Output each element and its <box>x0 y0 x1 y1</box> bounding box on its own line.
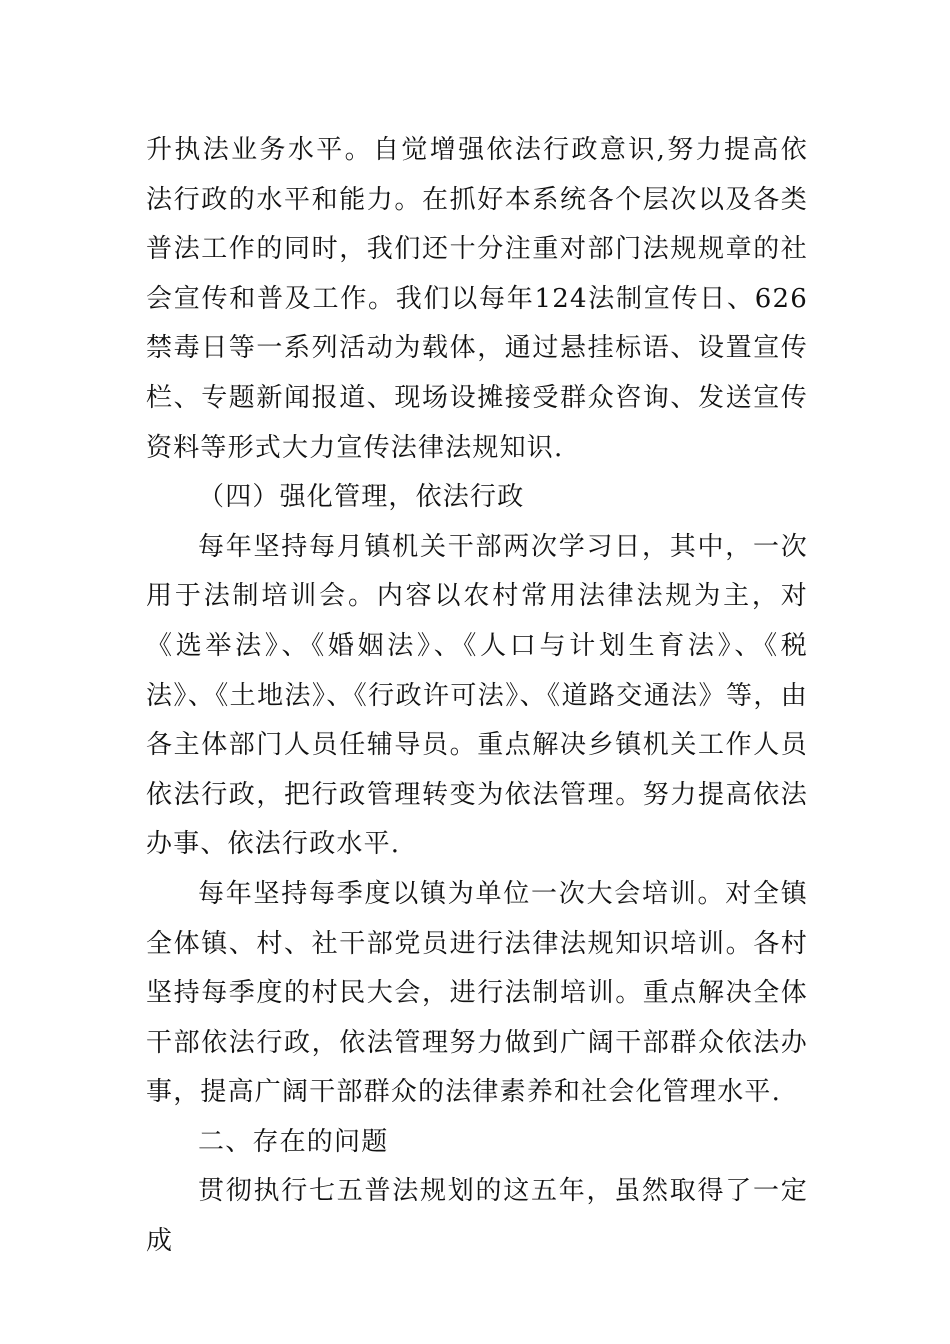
paragraph-monthly-study-days: 每年坚持每月镇机关干部两次学习日，其中，一次用于法制培训会。内容以农村常用法律法规为主，对《选举法》、《婚姻法》、《人口与计划生育法》、《税法》、《土地法》、《行政许可法》、《道路交通法》等，由各主体部门人员任辅导员。重点解决乡镇机关工作人员依法行政，把行政管理转变为依法管理。努力提高依法办事、依法行政水平. <box>146 531 808 860</box>
section-heading-strengthen-management: （四）强化管理，依法行政 <box>198 482 525 513</box>
paragraph-five-year-summary: 贯彻执行七五普法规划的这五年，虽然取得了一定成 <box>146 1176 808 1257</box>
paragraph-law-enforcement-publicity: 升执法业务水平。自觉增强依法行政意识,努力提高依法行政的水平和能力。在抓好本系统各个层次以及各类普法工作的同时，我们还十分注重对部门法规规章的社会宣传和普及工作。我们以每年124法制宣传日、626禁毒日等一系列活动为载体，通过悬挂标语、设置宣传栏、专题新闻报道、现场设摊接受群众咨询、发送宣传资料等形式大力宣传法律法规知识. <box>146 135 808 463</box>
document-body <box>146 126 808 1267</box>
section-heading-existing-problems: 二、存在的问题 <box>198 1126 389 1157</box>
paragraph-quarterly-training: 每年坚持每季度以镇为单位一次大会培训。对全镇全体镇、村、社干部党员进行法律法规知识培训。各村坚持每季度的村民大会，进行法制培训。重点解决全体干部依法行政，依法管理努力做到广阔干部群众依法办事，提高广阔干部群众的法律素养和社会化管理水平. <box>146 878 808 1108</box>
